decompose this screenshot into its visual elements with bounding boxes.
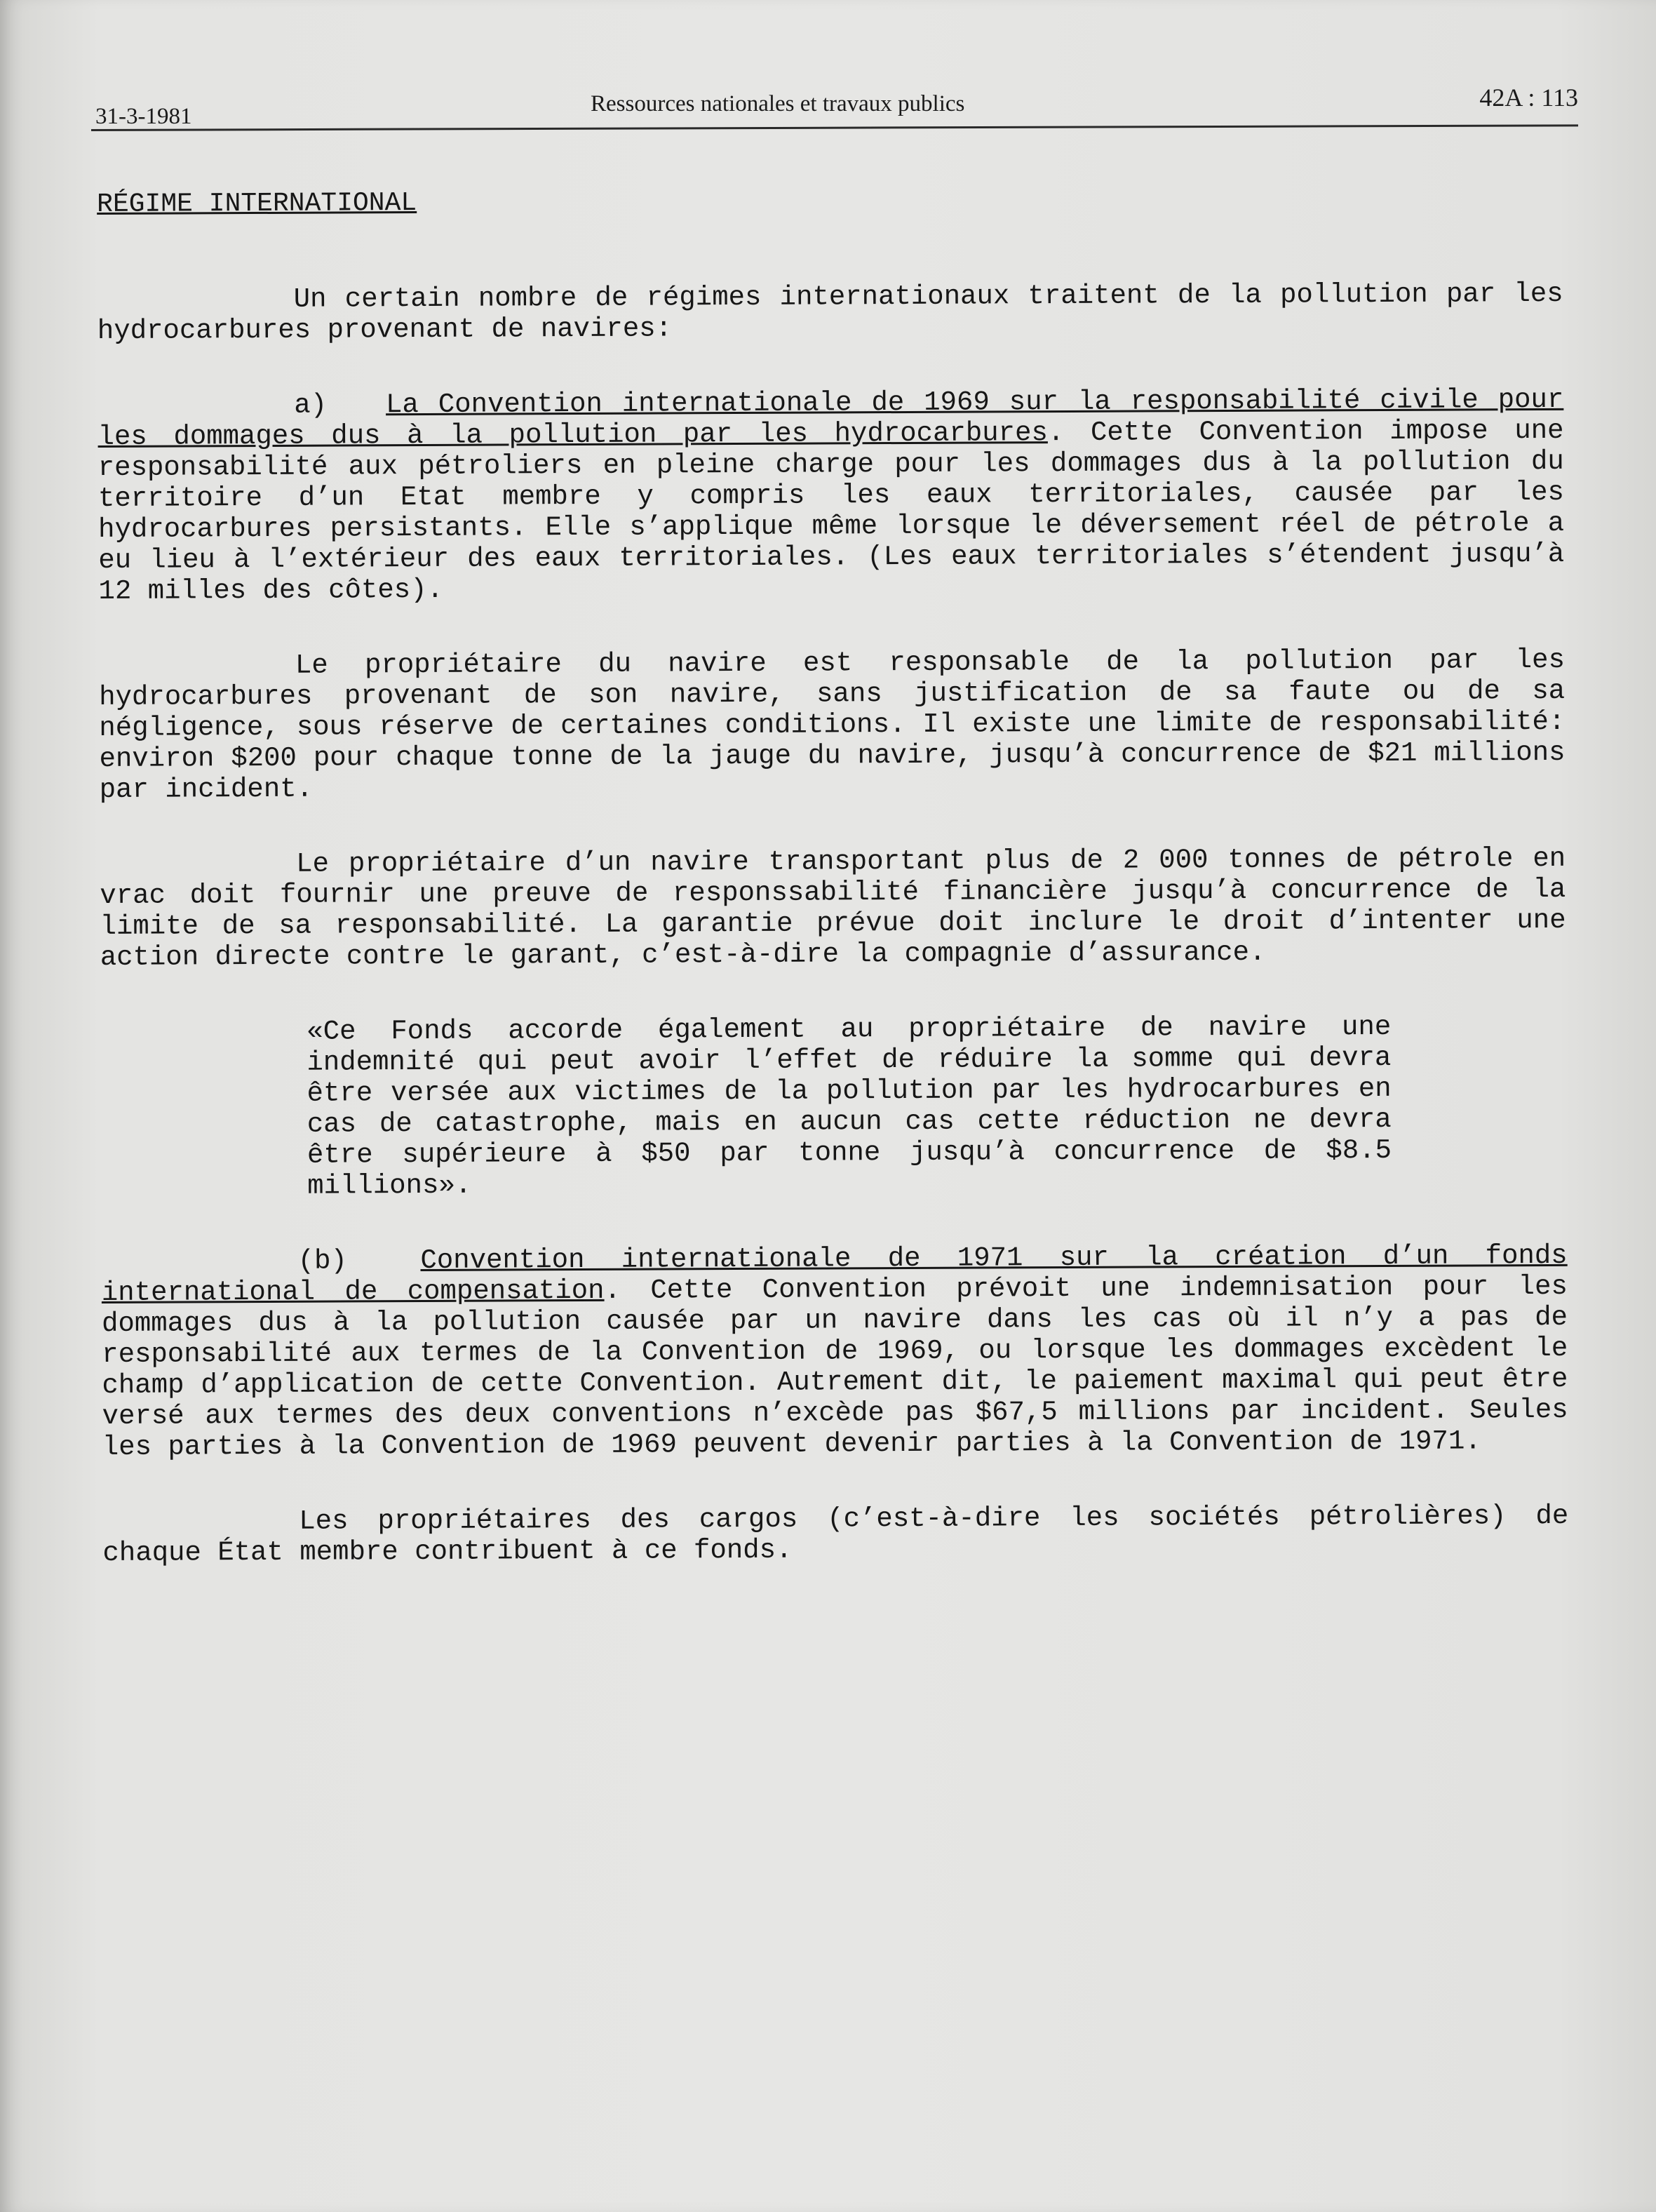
page-header [91,83,1578,133]
paragraph-b-body: . Cette Convention prévoit une indemnisation pour les dommages dus à la pollution causée par un navire dans les cas où il n’y a pas de responsabilité aux termes de la Convention de 1969, ou lorsque les dommages excèdent le champ d’application de cette Convention. Autrement dit, le paiement maximal qui peut être versé aux termes des deux conventions n’excède pas $67,5 millions par incident. Seules les parties à la Convention de 1969 peuvent devenir parties à la Convention de 1971. [101,1271,1568,1463]
header-rule [91,124,1578,131]
header-page-number: 42A : 113 [1479,83,1578,112]
paragraph-financial-proof: Le propriétaire d’un navire transportant plus de 2 000 tonnes de pétrole en vrac doit fournir une preuve de responssabilité financière jusqu’à concurrence de la limite de sa responsabilité. La garantie prévue doit inclure le droit d’intenter une action directe contre le garant, c’est-à-dire la compagnie d’assurance. [100,843,1566,973]
header-title: Ressources nationales et travaux publics [591,91,965,116]
block-quote: «Ce Fonds accorde également au propriétaire de navire une indemnité qui peut avoir l’effet de réduire la somme qui devra être versée aux victimes de la pollution par les hydrocarbures en cas de catastrophe, mais en aucun cas cette réduction ne devra être supérieure à $50 par tonne jusqu’à concurrence de $8.5 millions». [307,1011,1392,1202]
paragraph-a [97,384,1564,607]
paragraph-intro: Un certain nombre de régimes internationaux traitent de la pollution par les hydrocarbures provenant de navires: [97,278,1563,347]
paragraph-a-prefix: a) [294,389,328,421]
paragraph-contributions: Les propriétaires des cargos (c’est-à-dire les sociétés pétrolières) de chaque État membre contribuent à ce fonds. [102,1500,1569,1569]
header-date: 31-3-1981 [95,104,192,129]
paragraph-b-prefix: (b) [297,1245,347,1277]
paragraph-a-body: . Cette Convention impose une responsabilité aux pétroliers en pleine charge pour les dommages dus à la pollution du territoire d’un Etat membre y compris les eaux territoriales, causée par les hydrocarbures persistants. Elle s’applique même lorsque le déversement réel de pétrole a eu lieu à l’extérieur des eaux territoriales. (Les eaux territoriales s’étendent jusqu’à 12 milles des côtes). [97,415,1565,607]
paragraph-b-title: Convention internationale de 1971 sur la création d’un fonds international de compensation [101,1240,1568,1308]
paragraph-owner-liability: Le propriétaire du navire est responsable de la pollution par les hydrocarbures provenant de son navire, sans justification de sa faute ou de sa négligence, sous réserve de certaines conditions. Il existe une limite de responsabilité: environ $200 pour chaque tonne de la jauge du navire, jusqu’à concurrence de $21 millions par incident. [99,644,1566,805]
section-title: RÉGIME INTERNATIONAL [97,188,417,220]
paragraph-a-title: La Convention internationale de 1969 sur la responsabilité civile pour les dommages dus à la pollution par les hydrocarbures [97,384,1564,453]
paragraph-b [102,1240,1568,1463]
document-body [97,183,1569,1613]
